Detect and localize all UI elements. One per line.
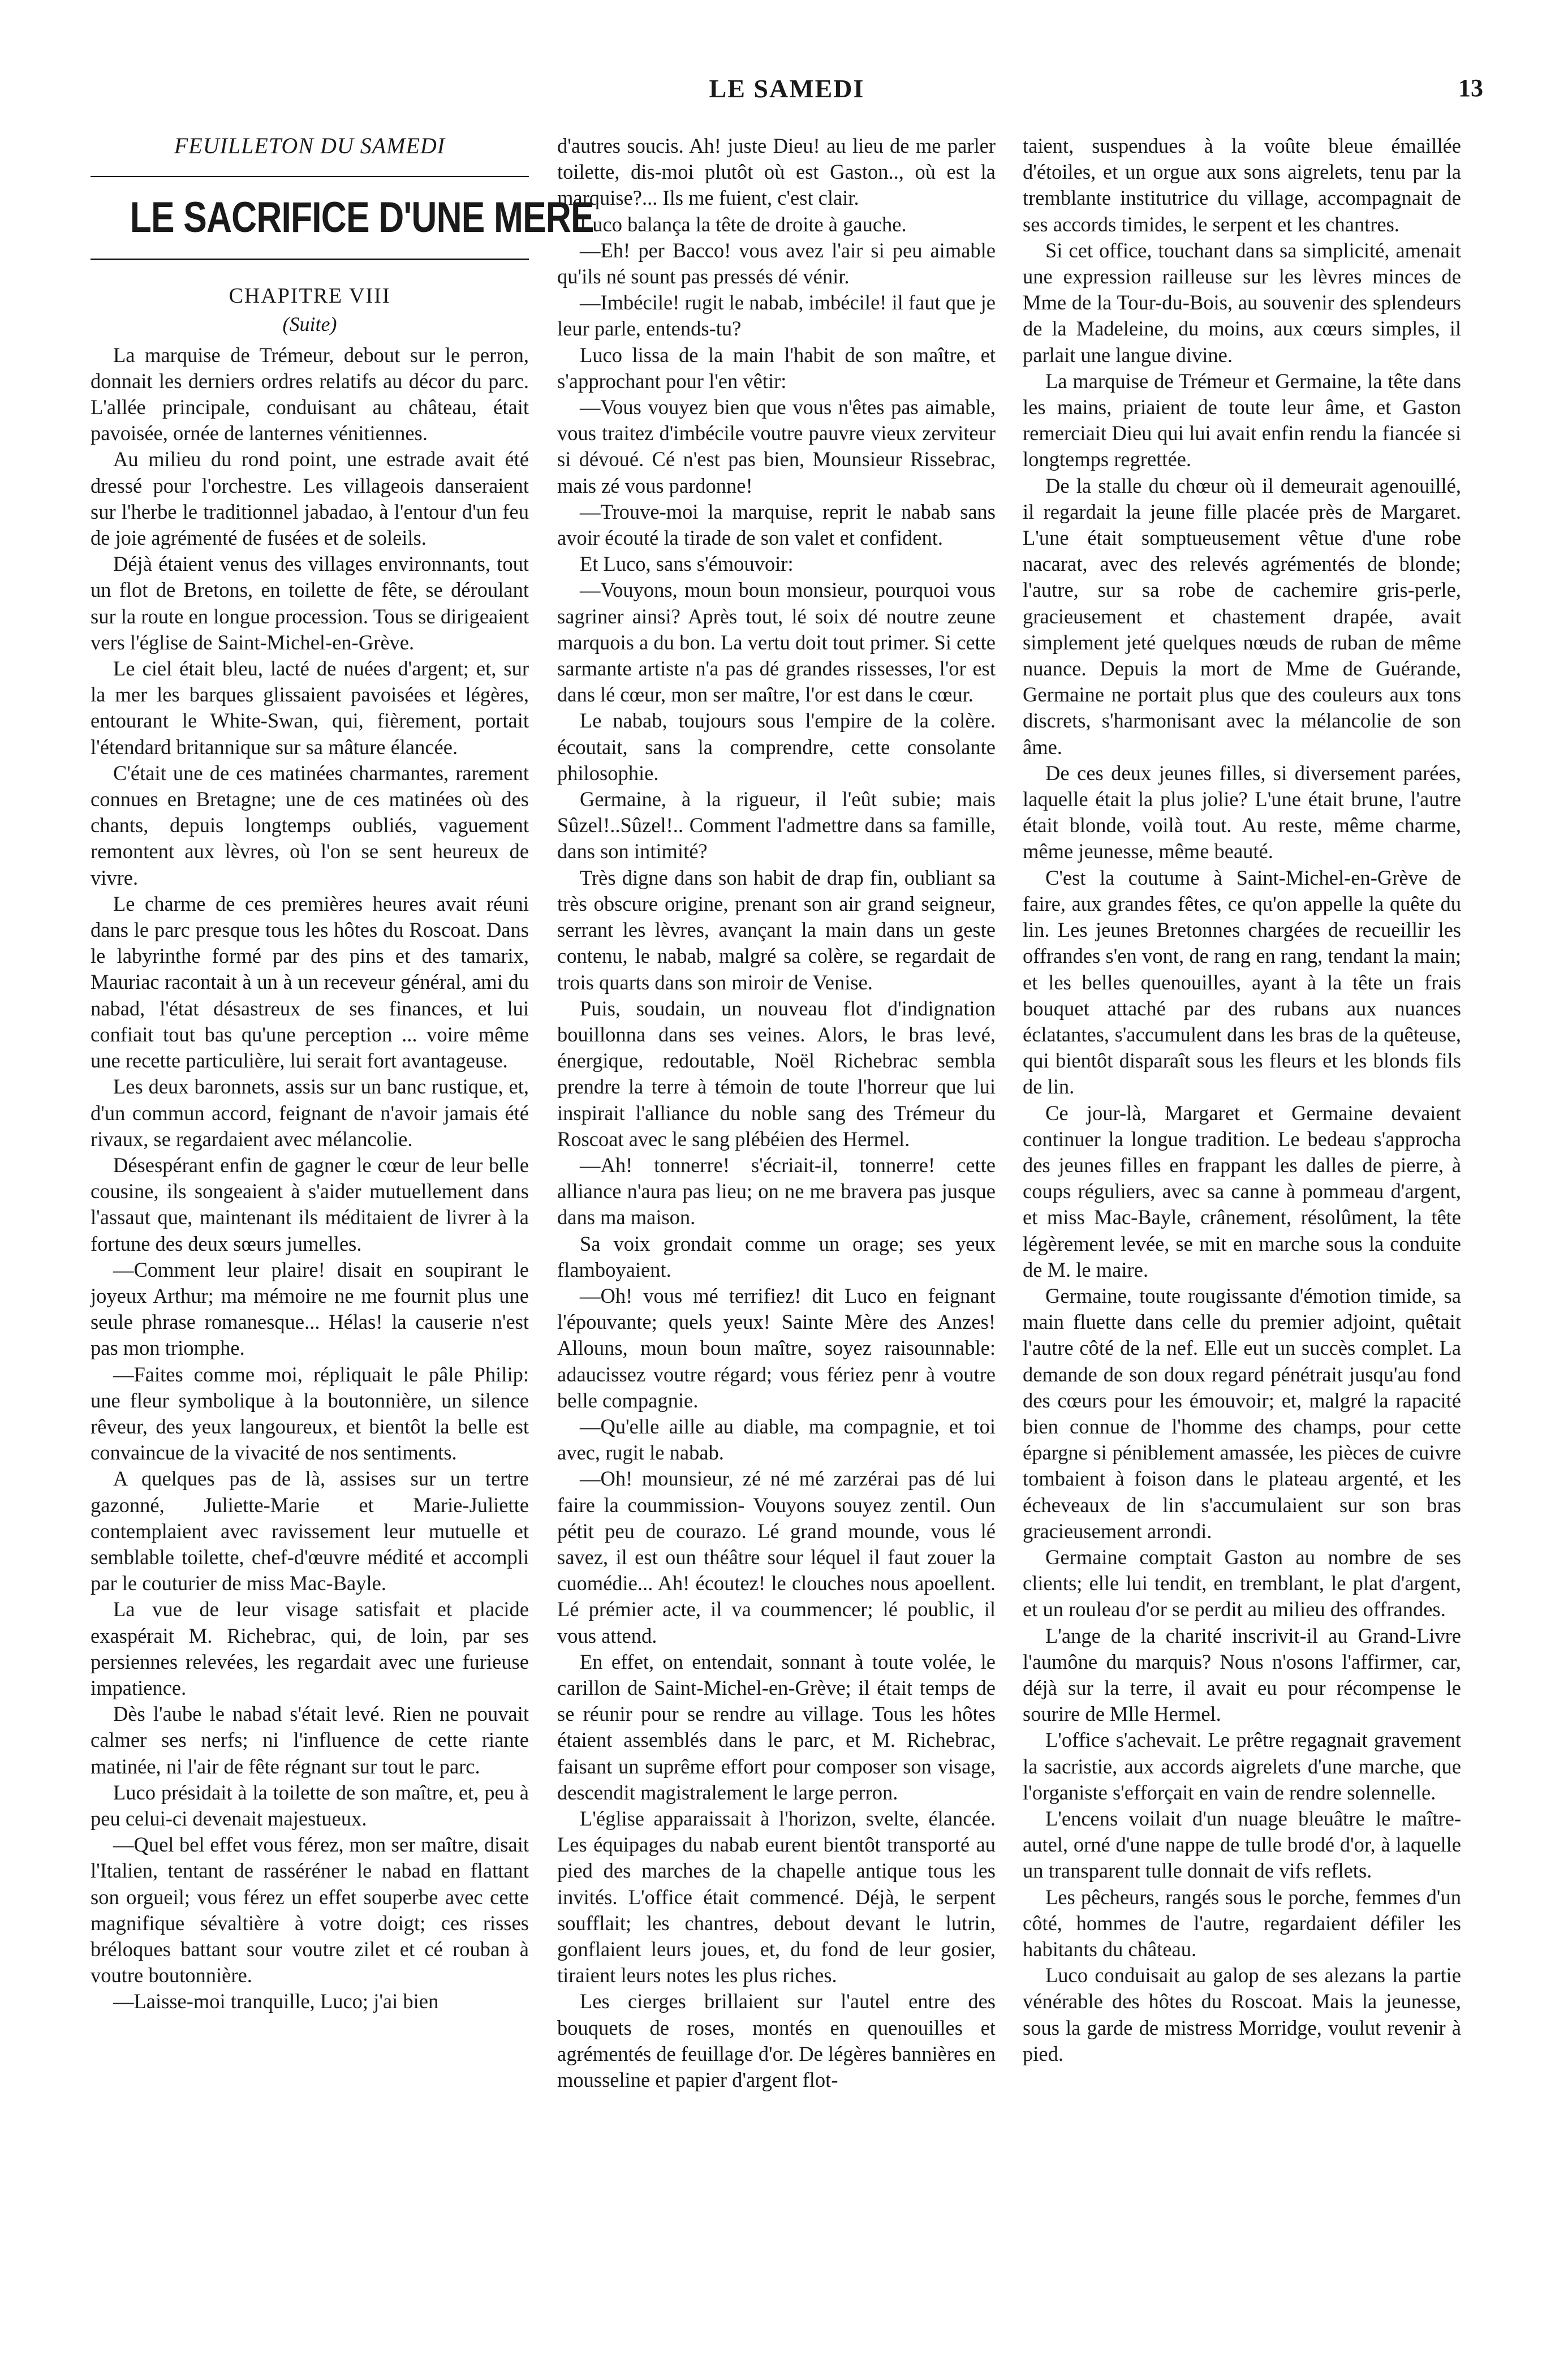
paragraph: C'est la coutume à Saint-Michel-en-Grève de faire, aux grandes fêtes, ce qu'on appelle la quête du lin. Les jeunes Bretonnes chargées de recueillir les offrandes s'en vont, de rang en rang, tendant la main; et les belles quenouilles, ayant à la tête un frais bouquet attaché par des rubans aux nuances éclatantes, s'accumulent dans les bras de la quêteuse, qui bientôt disparaît sous les fleurs et les blonds fils de lin. (1023, 866, 1461, 1099)
feuilleton-label: FEUILLETON DU SAMEDI (174, 133, 446, 158)
paragraph: L'encens voilait d'un nuage bleuâtre le maître-autel, orné d'une nappe de tulle brodé d'or, à laquelle un transparent tulle donnait de vifs reflets. (1023, 1807, 1461, 1883)
paragraph: A quelques pas de là, assises sur un tertre gazonné, Juliette-Marie et Marie-Juliette contemplaient avec ravissement leur mutuelle et semblable toilette, chef-d'œuvre médité et accompli par le couturier de miss Mac-Bayle. (91, 1467, 529, 1595)
paragraph: Déjà étaient venus des villages environnants, tout un flot de Bretons, en toilette de fête, se déroulant sur la route en longue procession. Tous se dirigeaient vers l'église de Saint-Michel-en-Grève. (91, 552, 529, 654)
page-number: 13 (1458, 74, 1483, 102)
paragraph: Luco présidait à la toilette de son maître, et, peu à peu celui-ci devenait majestueux. (91, 1780, 529, 1830)
paragraph: —Quel bel effet vous férez, mon ser maître, disait l'Italien, tentant de rasséréner le nabad en flattant son orgueil; vous férez un effet souperbe avec cette magnifique sévaltière à votre doigt; ces risses brélоques battant sour voutre zilet et cé rouban à voutre boutonnière. (91, 1833, 529, 1987)
paragraph: Au milieu du rond point, une estrade avait été dressé pour l'orchestre. Les villageois danseraient sur l'herbe le traditionnel jabadao, à l'entour d'un feu de joie agrémenté de fusées et de soleils. (91, 447, 529, 550)
paragraph: Le charme de ces premières heures avait réuni dans le parc presque tous les hôtes du Roscoat. Dans le labyrinthe formé par des pins et des tamarix, Mauriac racontait à un à un receveur général, ami du nabad, l'état désastreux de ses finances, et lui confiait tout bas qu'une perception ... voire même une recette particulière, lui serait fort avantageuse. (91, 892, 529, 1073)
paragraph: La marquise de Trémeur et Germaine, la tête dans les mains, priaient de toute leur âme, et Gaston remerciait Dieu qui lui avait enfin rendu la fiancée si longtemps regrettée. (1023, 369, 1461, 471)
paragraph: De ces deux jeunes filles, si diversement parées, laquelle était la plus jolie? L'une était brune, l'autre était blonde, voilà tout. Au reste, même charme, même jeunesse, même beauté. (1023, 761, 1461, 863)
paragraph: Dès l'aube le nabad s'était levé. Rien ne pouvait calmer ses nerfs; ni l'influence de cette riante matinée, ni l'air de fête régnant sur tout le parc. (91, 1702, 529, 1778)
title-rule-top (91, 176, 529, 177)
column-1-body (91, 342, 529, 2015)
paragraph: —Eh! per Bacco! vous avez l'air si peu aimable qu'ils né sount pas pressés dé vénir. (557, 238, 996, 289)
paragraph: —Vous vouyez bien que vous n'êtes pas aimable, vous traitez d'imbécile voutre pauvre vieux zerviteur si dévoué. Cé n'est pas bien, Mounsieur Rissebrac, mais zé vous pardonne! (557, 395, 996, 497)
paragraph: Germaine comptait Gaston au nombre de ses clients; elle lui tendit, en tremblant, le plat d'argent, et un rouleau d'or se perdit au milieu des offrandes. (1023, 1545, 1461, 1621)
column-1 (91, 133, 594, 2015)
paragraph: Les cierges brillaient sur l'autel entre des bouquets de roses, montés en quenouilles et agrémentés de feuillage d'or. De légères bannières en mousseline et papier d'argent flot- (557, 1990, 996, 2092)
paragraph: L'église apparaissait à l'horizon, svelte, élancée. Les équipages du nabab eurent bientôt transporté au pied des marches de la chapelle antique tous les invités. L'office était commencé. Déjà, le serpent soufflait; les chantres, debout devant le lutrin, gonflaient leurs joues, et, du fond de leur gosier, tiraient leurs notes les plus riches. (557, 1807, 996, 1987)
paragraph: Germaine, toute rougissante d'émotion timide, sa main fluette dans celle du premier adjoint, quêtait l'autre côté de la nef. Elle eut un succès complet. La demande de son doux regard pénétrait jusqu'au fond des cœurs pour les émouvoir; et, malgré la rapacité bien connue de l'homme des champs, pour cette épargne si péniblement amassée, les pièces de cuivre tombaient à foison dans le plateau argenté, et les écheveaux de lin s'accumulaient sur son bras gracieusement arrondi. (1023, 1284, 1461, 1543)
running-title: LE SAMEDI (709, 74, 865, 103)
chapter-heading: CHAPITRE VIII (229, 284, 391, 308)
column-2 (557, 133, 996, 2093)
column-2-body (557, 133, 996, 2093)
paragraph: Le ciel était bleu, lacté de nuées d'argent; et, sur la mer les barques glissaient pavoisées et légères, entourant le White-Swan, qui, fièrement, portait l'étendard britannique sur sa mâture élancée. (91, 657, 529, 759)
paragraph: d'autres soucis. Ah! juste Dieu! au lieu de me parler toilette, dis-moi plutôt où est Gaston.., où est la marquise?... Ils me fuient, c'est clair. (557, 134, 996, 210)
paragraph: —Faites comme moi, répliquait le pâle Philip: une fleur symbolique à la boutonnière, un silence rêveur, des yeux langoureux, et bientôt la belle est convaincue de la vivacité de nos sentiments. (91, 1362, 529, 1465)
chapter-continuation-note: (Suite) (282, 313, 337, 336)
paragraph: Luco conduisait au galop de ses alezans la partie vénérable des hôtes du Roscoat. Mais la jeunesse, sous la garde de mistress Morridge, voulut revenir à pied. (1023, 1964, 1461, 2065)
paragraph: taient, suspendues à la voûte bleue émaillée d'étoiles, et un orgue aux sons aigrelets, tenu par la tremblante institutrice du village, accompagnait de ses accords timides, le serpent et les chantres. (1023, 134, 1461, 236)
paragraph: —Laisse-moi tranquille, Luco; j'ai bien (113, 1990, 439, 2013)
paragraph: De la stalle du chœur où il demeurait agenouillé, il regardait la jeune fille placée près de Margaret. L'une était somptueusement vêtue d'une robe nacarat, avec des relevés agrémentés de blonde; l'autre, sur sa robe de cachemire gris-perle, gracieusement et chastement drapée, avait simplement jeté quelques nœuds de ruban de même nuance. Depuis la mort de Mme de Guérande, Germaine ne portait plus que des couleurs aux tons discrets, s'harmonisant avec la mélancolie de son âme. (1023, 473, 1461, 759)
paragraph: —Qu'elle aille au diable, ma compagnie, et toi avec, rugit le nabab. (557, 1414, 996, 1465)
paragraph: Les pêcheurs, rangés sous le porche, femmes d'un côté, hommes de l'autre, regardaient défiler les habitants du château. (1023, 1885, 1461, 1961)
paragraph: —Comment leur plaire! disait en soupirant le joyeux Arthur; ma mémoire ne me fournit plus une seule phrase romanesque... Hélas! la causerie n'est pas mon triomphe. (91, 1258, 529, 1360)
paragraph: —Oh! mounsieur, zé né mé zarzérai pas dé lui faire la coummission- Vouyons souyez zentil. Oun pétit peu de courazo. Lé grand mounde, vous lé savez, il est oun théâtre sour léquel il faut zouer la cuomédie... Ah! écoutez! le clouches nous apoellent. Lé prémier acte, il va coummencer; lé poublic, il vous attend. (557, 1467, 996, 1647)
column-3 (1023, 133, 1461, 2067)
title-rule-bottom (91, 259, 529, 260)
paragraph: En effet, on entendait, sonnant à toute volée, le carillon de Saint-Michel-en-Grève; il était temps de se réunir pour se rendre au village. Tous les hôtes étaient assemblés dans le parc, et M. Richebrac, faisant un suprême effort pour composer son visage, descendit magistralement le large perron. (557, 1650, 996, 1804)
paragraph: —Ah! tonnerre! s'écriait-il, tonnerre! cette alliance n'aura pas lieu; on ne me bravera pas jusque dans ma maison. (557, 1153, 996, 1229)
column-3-body (1023, 133, 1461, 2067)
paragraph: Le nabab, toujours sous l'empire de la colère. écoutait, sans la comprendre, cette consolante philosophie. (557, 709, 996, 785)
paragraph: Si cet office, touchant dans sa simplicité, amenait une expression railleuse sur les lèvres minces de Mme de la Tour-du-Bois, au souvenir des splendeurs de la Madeleine, du moins, aux cœurs simples, il parlait une langue divine. (1023, 238, 1461, 367)
paragraph: Très digne dans son habit de drap fin, oubliant sa très obscure origine, prenant son air grand seigneur, serrant les lèvres, avançant la main dans un geste contenu, le nabab, malgré sa colère, se regardait de trois quarts dans son miroir de Venise. (557, 866, 996, 994)
paragraph: Les deux baronnets, assis sur un banc rustique, et, d'un commun accord, feignant de n'avoir jamais été rivaux, se regardaient avec mélancolie. (91, 1075, 529, 1151)
paragraph: —Vouyons, moun boun monsieur, pourquoi vous sagriner ainsi? Après tout, lé soix dé noutre zeune marquois a du bon. La vertu doit tout primer. Si cette sarmante artiste n'a pas dé grandes rissesses, l'or est dans lé cœur, mon ser maître, l'or est dans le cœur. (557, 578, 996, 707)
paragraph: —Oh! vous mé terrifiez! dit Luco en feignant l'épouvante; quels yeux! Sainte Mère des Anzes! Allouns, moun boun maître, soyez raisounnable: adaucissez voutre régard; vous fériez penr à voutre belle compagnie. (557, 1284, 996, 1412)
paragraph: L'ange de la charité inscrivit-il au Grand-Livre l'aumône du marquis? Nous n'osons l'affirmer, car, déjà sur la terre, il avait eu pour récompense le sourire de Mlle Hermel. (1023, 1624, 1461, 1726)
paragraph: La marquise de Trémeur, debout sur le perron, donnait les derniers ordres relatifs au décor du parc. L'allée principale, conduisant au château, était pavoisée, ornée de lanternes vénitiennes. (91, 343, 529, 445)
running-head (91, 74, 1483, 119)
paragraph: Ce jour-là, Margaret et Germaine devaient continuer la longue tradition. Le bedeau s'approcha des jeunes filles en frappant les dalles de pierre, à coups réguliers, avec sa canne à pommeau d'argent, et miss Mac-Bayle, crânement, résolûment, la tête légèrement levée, se mit en marche sous la conduite de M. le maire. (1023, 1101, 1461, 1281)
paragraph: Puis, soudain, un nouveau flot d'indignation bouillonna dans ses veines. Alors, le bras levé, énergique, redoutable, Noël Richebrac sembla prendre la terre à témoin de toute l'horreur que lui inspirait l'alliance du noble sang des Trémeur du Roscoat avec le sang plébéien des Hermel. (557, 996, 996, 1151)
story-title: LE SACRIFICE D'UNE MERE (130, 193, 594, 242)
paragraph: Luco lissa de la main l'habit de son maître, et s'approchant pour l'en vêtir: (557, 343, 996, 393)
paragraph: Sa voix grondait comme un orage; ses yeux flamboyaient. (557, 1232, 996, 1281)
paragraph: Désespérant enfin de gagner le cœur de leur belle cousine, ils songeaient à s'aider mutuellement dans l'assaut que, maintenant ils méditaient de livrer à la fortune des deux sœurs jumelles. (91, 1153, 529, 1255)
paragraph: —Trouve-moi la marquise, reprit le nabab sans avoir écouté la tirade de son valet et confident. (557, 500, 996, 550)
paragraph: Germaine, à la rigueur, il l'eût subie; mais Sûzel!..Sûzel!.. Comment l'admettre dans sa famille, dans son intimité? (557, 787, 996, 863)
paragraph: —Imbécile! rugit le nabab, imbécile! il faut que je leur parle, entends-tu? (557, 291, 996, 341)
paragraph: La vue de leur visage satisfait et placide exaspérait M. Richebrac, qui, de loin, par ses persiennes relevées, les regardait avec une furieuse impatience. (91, 1598, 529, 1699)
paragraph: C'était une de ces matinées charmantes, rarement connues en Bretagne; une de ces matinées où des chants, depuis longtemps oubliés, vaguement remontent aux lèvres, où l'on se sent heureux de vivre. (91, 761, 529, 889)
paragraph: Luco balança la tête de droite à gauche. (580, 212, 907, 236)
paragraph: L'office s'achevait. Le prêtre regagnait gravement la sacristie, aux accords aigrelets d'une marche, que l'organiste s'efforçait en vain de rendre solennelle. (1023, 1728, 1461, 1804)
paragraph: Et Luco, sans s'émouvoir: (580, 552, 794, 576)
